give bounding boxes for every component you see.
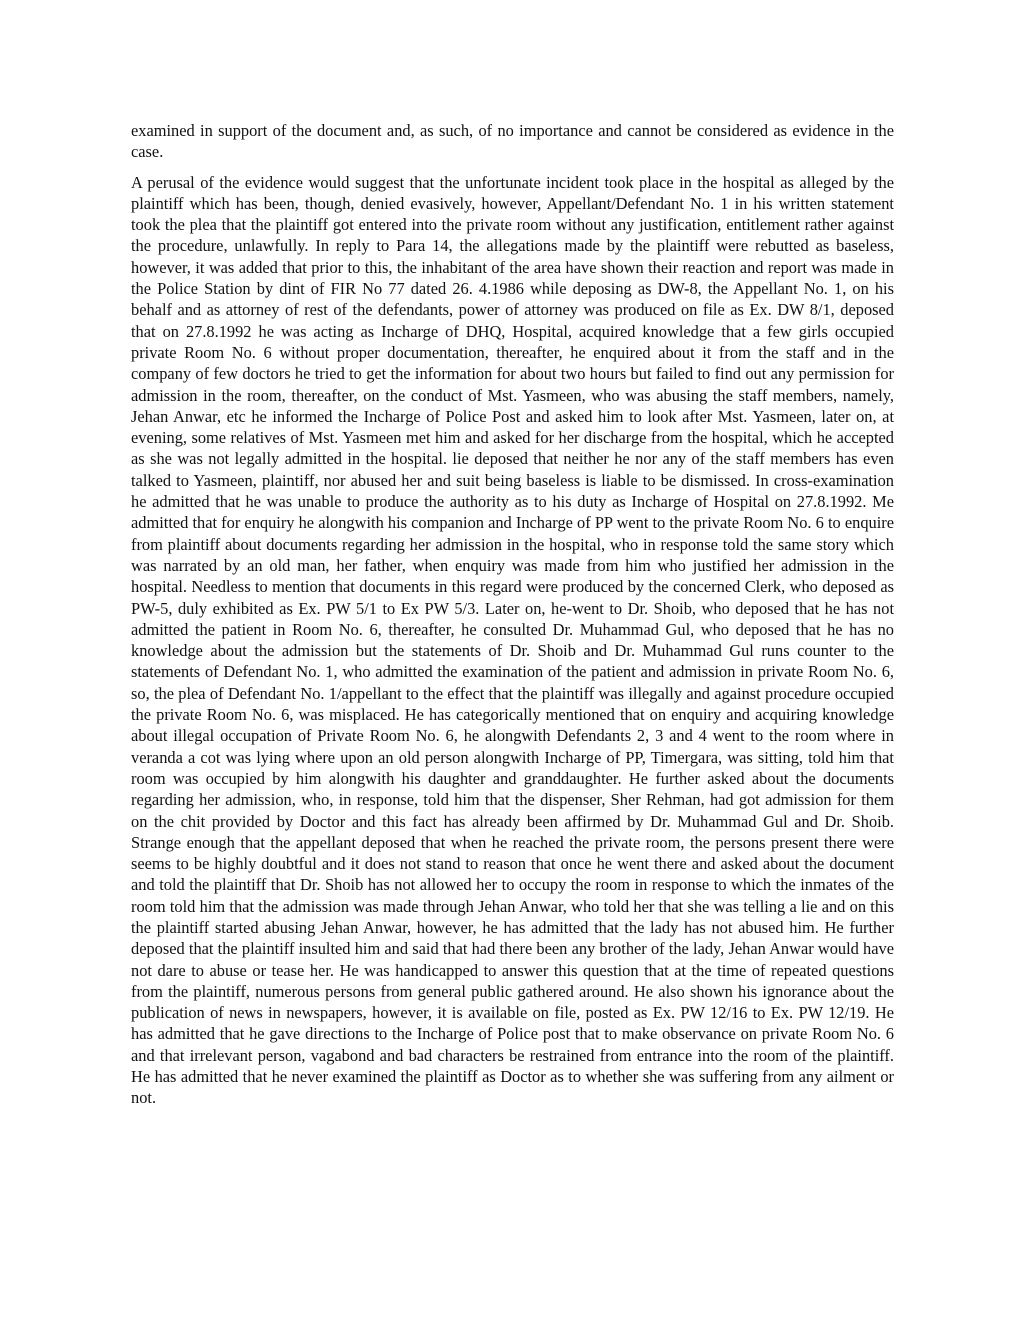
paragraph-evidence-analysis: A perusal of the evidence would suggest that the unfortunate incident took place in the hospital as alleged by the plaintiff which has been, though, denied evasively, however, Appellant/Defendant No. 1 in his written statement took the plea that the plaintiff got entered into the private room without any justification, entitlement rather against the procedure, unlawfully. In reply to Para 14, the allegations made by the plaintiff were rebutted as baseless, however, it was added that prior to this, the inhabitant of the area have shown their reaction and report was made in the Police Station by dint of FIR No 77 dated 26. 4.1986 while deposing as DW-8, the Appellant No. 1, on his behalf and as attorney of rest of the defendants, power of attorney was produced on file as Ex. DW 8/1, deposed that on 27.8.1992 he was acting as Incharge of DHQ, Hospital, acquired knowledge that a few girls occupied private Room No. 6 without proper documentation, thereafter, he enquired about it from the staff and in the company of few doctors he tried to get the information for about two hours but failed to find out any permission for admission in the room, thereafter, on the conduct of Mst. Yasmeen, who was abusing the staff members, namely, Jehan Anwar, etc he informed the Incharge of Police Post and asked him to look after Mst. Yasmeen, later on, at evening, some relatives of Mst. Yasmeen met him and asked for her discharge from the hospital, which he accepted as she was not legally admitted in the hospital. lie deposed that neither he nor any of the staff members has even talked to Yasmeen, plaintiff, nor abused her and suit being baseless is liable to be dismissed. In cross-examination he admitted that he was unable to produce the authority as to his duty as Incharge of Hospital on 27.8.1992. Me admitted that for enquiry he alongwith his companion and Incharge of PP went to the private Room No. 6 to enquire from plaintiff about documents regarding her admission in the hospital, who in response told the same story which was narrated by an old man, her father, when enquiry was made from him who justified her admission in the hospital. Needless to mention that documents in this regard were produced by the concerned Clerk, who deposed as PW-5, duly exhibited as Ex. PW 5/1 to Ex PW 5/3. Later on, he-went to Dr. Shoib, who deposed that he has not admitted the patient in Room No. 6, thereafter, he consulted Dr. Muhammad Gul, who deposed that he has no knowledge about the admission but the statements of Dr. Shoib and Dr. Muhammad Gul runs counter to the statements of Defendant No. 1, who admitted the examination of the patient and admission in private Room No. 6, so, the plea of Defendant No. 1/appellant to the effect that the plaintiff was illegally and against procedure occupied the private Room No. 6, was misplaced. He has categorically mentioned that on enquiry and acquiring knowledge about illegal occupation of Private Room No. 6, he alongwith Defendants 2, 3 and 4 went to the room where in veranda a cot was lying where upon an old person alongwith Incharge of PP, Timergara, was sitting, told him that room was occupied by him alongwith his daughter and granddaughter. He further asked about the documents regarding her admission, who, in response, told him that the dispenser, Sher Rehman, had got admission for them on the chit provided by Doctor and this fact has already been affirmed by Dr. Muhammad Gul and Dr. Shoib. Strange enough that the appellant deposed that when he reached the private room, the persons present there were seems to be highly doubtful and it does not stand to reason that once he went there and asked about the document and told the plaintiff that Dr. Shoib has not allowed her to occupy the room in response to which the inmates of the room told him that the admission was made through Jehan Anwar, who told her that she was telling a lie and on this the plaintiff started abusing Jehan Anwar, however, he has admitted that the lady has not abused him. He further deposed that the plaintiff insulted him and said that had there been any brother of the lady, Jehan Anwar would have not dare to abuse or tease her. He was handicapped to answer this question that at the time of repeated questions from the plaintiff, numerous persons from general public gathered around. He also shown his ignorance about the publication of news in newspapers, however, it is available on file, posted as Ex. PW 12/16 to Ex. PW 12/19. He has admitted that he gave directions to the Incharge of Police post that to make observance on private Room No. 6 and that irrelevant person, vagabond and bad characters be restrained from entrance into the room of the plaintiff. He has admitted that he never examined the plaintiff as Doctor as to whether she was suffering from any ailment or not. [131, 172, 894, 1108]
document-page [131, 120, 894, 1109]
paragraph-continuation: examined in support of the document and, as such, of no importance and cannot be considered as evidence in the case. [131, 121, 894, 162]
